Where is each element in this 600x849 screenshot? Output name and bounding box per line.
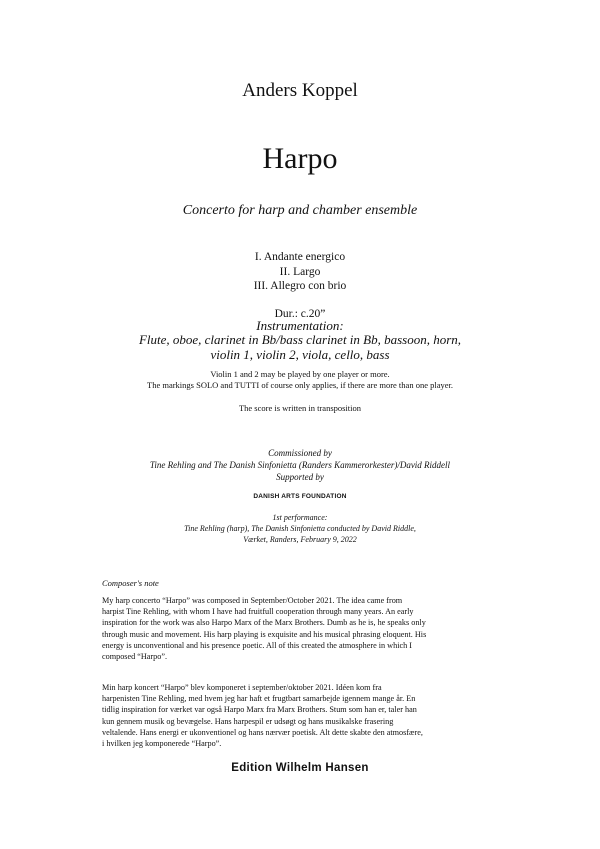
duration: Dur.: c.20”: [274, 308, 326, 320]
commission-heading: Commissioned by: [268, 448, 332, 458]
work-title: Harpo: [262, 142, 338, 175]
instrumentation-line: Flute, oboe, clarinet in Bb/bass clarinet in Bb, bassoon, horn,: [138, 332, 462, 347]
instrumentation-line: violin 1, violin 2, viola, cello, bass: [210, 347, 390, 362]
text-line: veltalende. Hans energi er ukonventionel og hans nærvær poetisk. Alt dette skabte den atmosfære,: [102, 727, 423, 737]
text-line: inspiration for the work was also Harpo Marx of the Marx Brothers. Dumb as he is, he speaks only: [102, 618, 426, 628]
movement-item: III. Allegro con brio: [253, 280, 347, 292]
performance-note: The markings SOLO and TUTTI of course only applies, if there are more than one player.: [147, 380, 453, 390]
premiere-info: [0, 512, 600, 545]
text-line: composed “Harpo”.: [102, 652, 168, 662]
movement-item: II. Largo: [279, 265, 321, 278]
premiere-line: Værket, Randers, February 9, 2022: [243, 535, 357, 544]
instrumentation-heading: Instrumentation:: [256, 318, 344, 333]
text-line: harpist Tine Rehling, with whom I have had fruitfull cooperation through many years. An early: [102, 607, 414, 617]
text-line: kun gennem musik og bevægelse. Hans harpespil er udsøgt og hans musikalske frasering: [102, 716, 394, 726]
composers-note-english: [102, 595, 502, 662]
composer-name: Anders Koppel: [242, 80, 358, 101]
composers-note-danish: [102, 682, 502, 749]
movement-item: I. Andante energico: [254, 251, 346, 263]
premiere-line: Tine Rehling (harp), The Danish Sinfonietta conducted by David Riddle,: [184, 524, 416, 533]
transposition-note: The score is written in transposition: [238, 403, 362, 413]
text-line: through music and movement. His harp playing is exquisite and his musical phrasing eloquent. His: [102, 629, 427, 639]
text-line: My harp concerto “Harpo” was composed in September/October 2021. The idea came from: [102, 596, 403, 605]
commissioners: Tine Rehling and The Danish Sinfonietta (Randers Kammerorkester)/David Riddell: [149, 460, 451, 470]
performance-notes: [0, 369, 600, 391]
work-subtitle: Concerto for harp and chamber ensemble: [182, 203, 418, 218]
text-line: energy is unconventional and his presence poetic. All of this created the atmosphere in which I: [102, 640, 412, 650]
text-line: Min harp koncert “Harpo” blev komponeret i september/oktober 2021. Idéen kom fra: [102, 683, 382, 692]
publisher-name: Edition Wilhelm Hansen: [231, 762, 369, 774]
composers-note-heading: Composer's note: [102, 578, 159, 588]
premiere-heading: 1st performance:: [272, 513, 328, 522]
text-line: tidlig inspiration for værket var også Harpo Marx fra Marx Brothers. Stum som han er, taler han: [102, 705, 417, 715]
text-line: harpenisten Tine Rehling, med hvem jeg har haft et frugtbart samarbejde igennem mange år. En: [102, 694, 416, 704]
foundation-logo-text: DANISH ARTS FOUNDATION: [253, 493, 347, 500]
movement-list: [0, 250, 600, 294]
instrumentation-list: [0, 332, 600, 362]
text-line: i hvilken jeg komponerede “Harpo”.: [102, 739, 222, 749]
performance-note: Violin 1 and 2 may be played by one player or more.: [210, 369, 390, 379]
support-heading: Supported by: [276, 472, 324, 482]
